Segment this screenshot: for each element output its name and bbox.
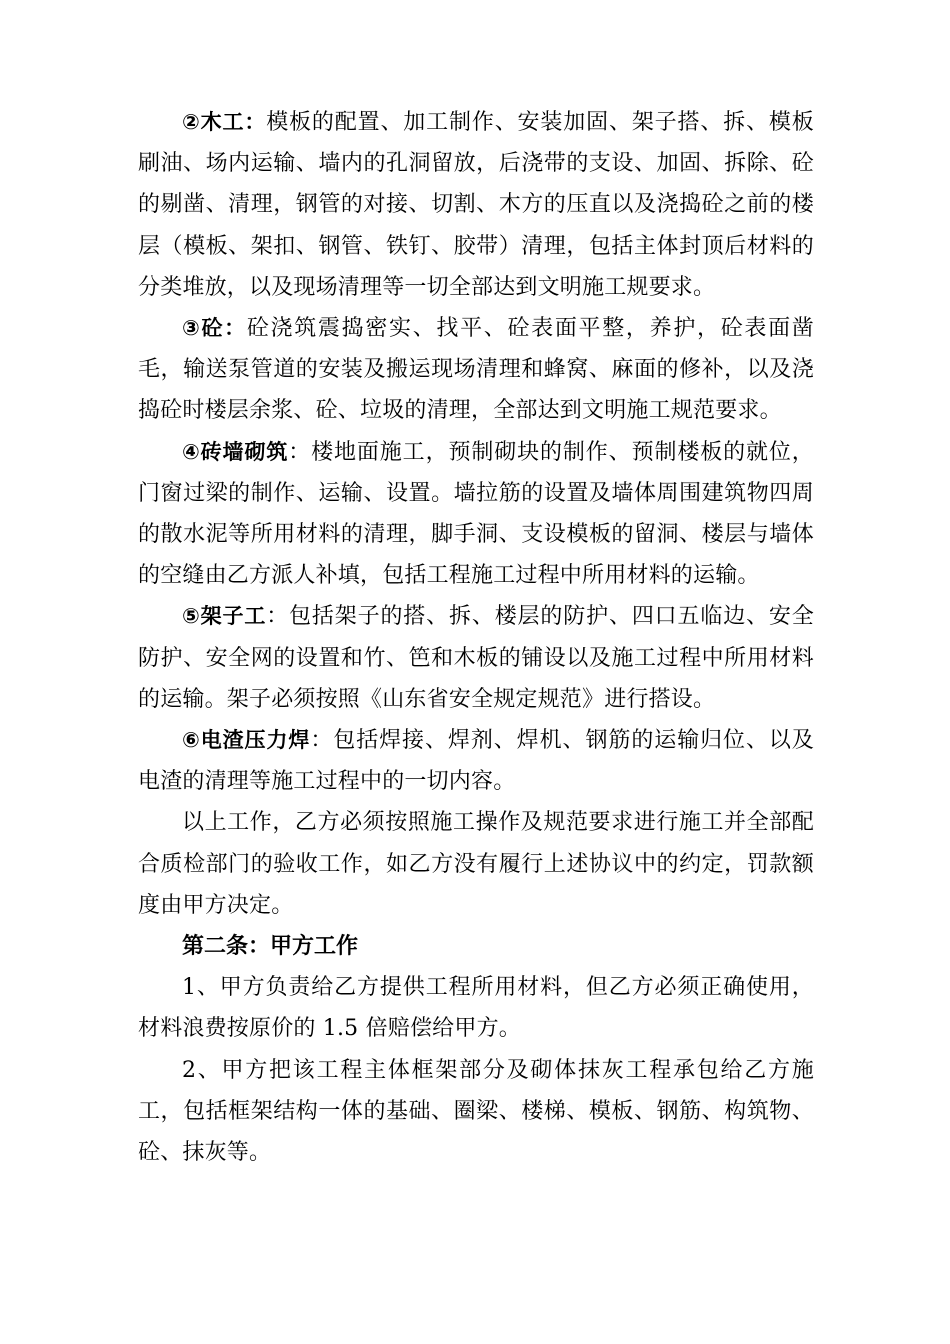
paragraph-masonry (138, 432, 814, 597)
paragraph-scaffolding (138, 596, 814, 720)
paragraph-text: 砼浇筑震捣密实、找平、砼表面平整，养护，砼表面凿毛，输送泵管道的安装及搬运现场清理和蜂窝、麻面的修补，以及浇捣砼时楼层余浆、砼、垃圾的清理，全部达到文明施工规范要求。 (138, 316, 814, 424)
paragraph-text: 模板的配置、加工制作、安装加固、架子搭、拆、模板刷油、场内运输、墙内的孔洞留放，后浇带的支设、加固、拆除、砼的剔凿、清理，钢管的对接、切割、木方的压直以及浇捣砼之前的楼层（模板、架扣、钢管、铁钉、胶带）清理，包括主体封顶后材料的分类堆放，以及现场清理等一切全部达到文明施工规要求。 (138, 110, 814, 300)
list-item: 2、甲方把该工程主体框架部分及砌体抹灰工程承包给乙方施工，包括框架结构一体的基础、圈梁、楼梯、模板、钢筋、构筑物、砼、抹灰等。 (138, 1057, 814, 1166)
paragraph-label: ⑤架子工 (182, 604, 267, 629)
paragraph-text: 以上工作，乙方必须按照施工操作及规范要求进行施工并全部配合质检部门的验收工作，如乙方没有履行上述协议中的约定，罚款额度由甲方决定。 (138, 810, 814, 918)
paragraph-label: ④砖墙砌筑 (182, 439, 289, 464)
paragraph-electroslag-welding (138, 720, 814, 802)
paragraph-label: ⑥电渣压力焊 (182, 728, 311, 753)
paragraph-text: ：包括焊接、焊剂、焊机、钢筋的运输归位、以及电渣的清理等施工过程中的一切内容。 (138, 728, 814, 795)
list-item: 1、甲方负责给乙方提供工程所用材料，但乙方必须正确使用，材料浪费按原价的 1.5 倍赔偿给甲方。 (138, 975, 814, 1042)
paragraph-label: ③砼： (182, 316, 247, 341)
paragraph-concrete (138, 308, 814, 432)
paragraph-carpentry (138, 102, 814, 308)
paragraph-text: ：楼地面施工，预制砌块的制作、预制楼板的就位，门窗过梁的制作、运输、设置。墙拉筋的设置及墙体周围建筑物四周的散水泥等所用材料的清理，脚手洞、支设模板的留洞、楼层与墙体的空缝由乙方派人补填，包括工程施工过程中所用材料的运输。 (138, 439, 814, 589)
paragraph-label: ②木工： (182, 110, 267, 134)
paragraph-text: ：包括架子的搭、拆、楼层的防护、四口五临边、安全防护、安全网的设置和竹、笆和木板的铺设以及施工过程中所用材料的运输。架子必须按照《山东省安全规定规范》进行搭设。 (138, 604, 814, 712)
paragraph-summary (138, 802, 814, 926)
section-heading: 第二条：甲方工作 (182, 934, 359, 960)
document-body (138, 102, 814, 1173)
